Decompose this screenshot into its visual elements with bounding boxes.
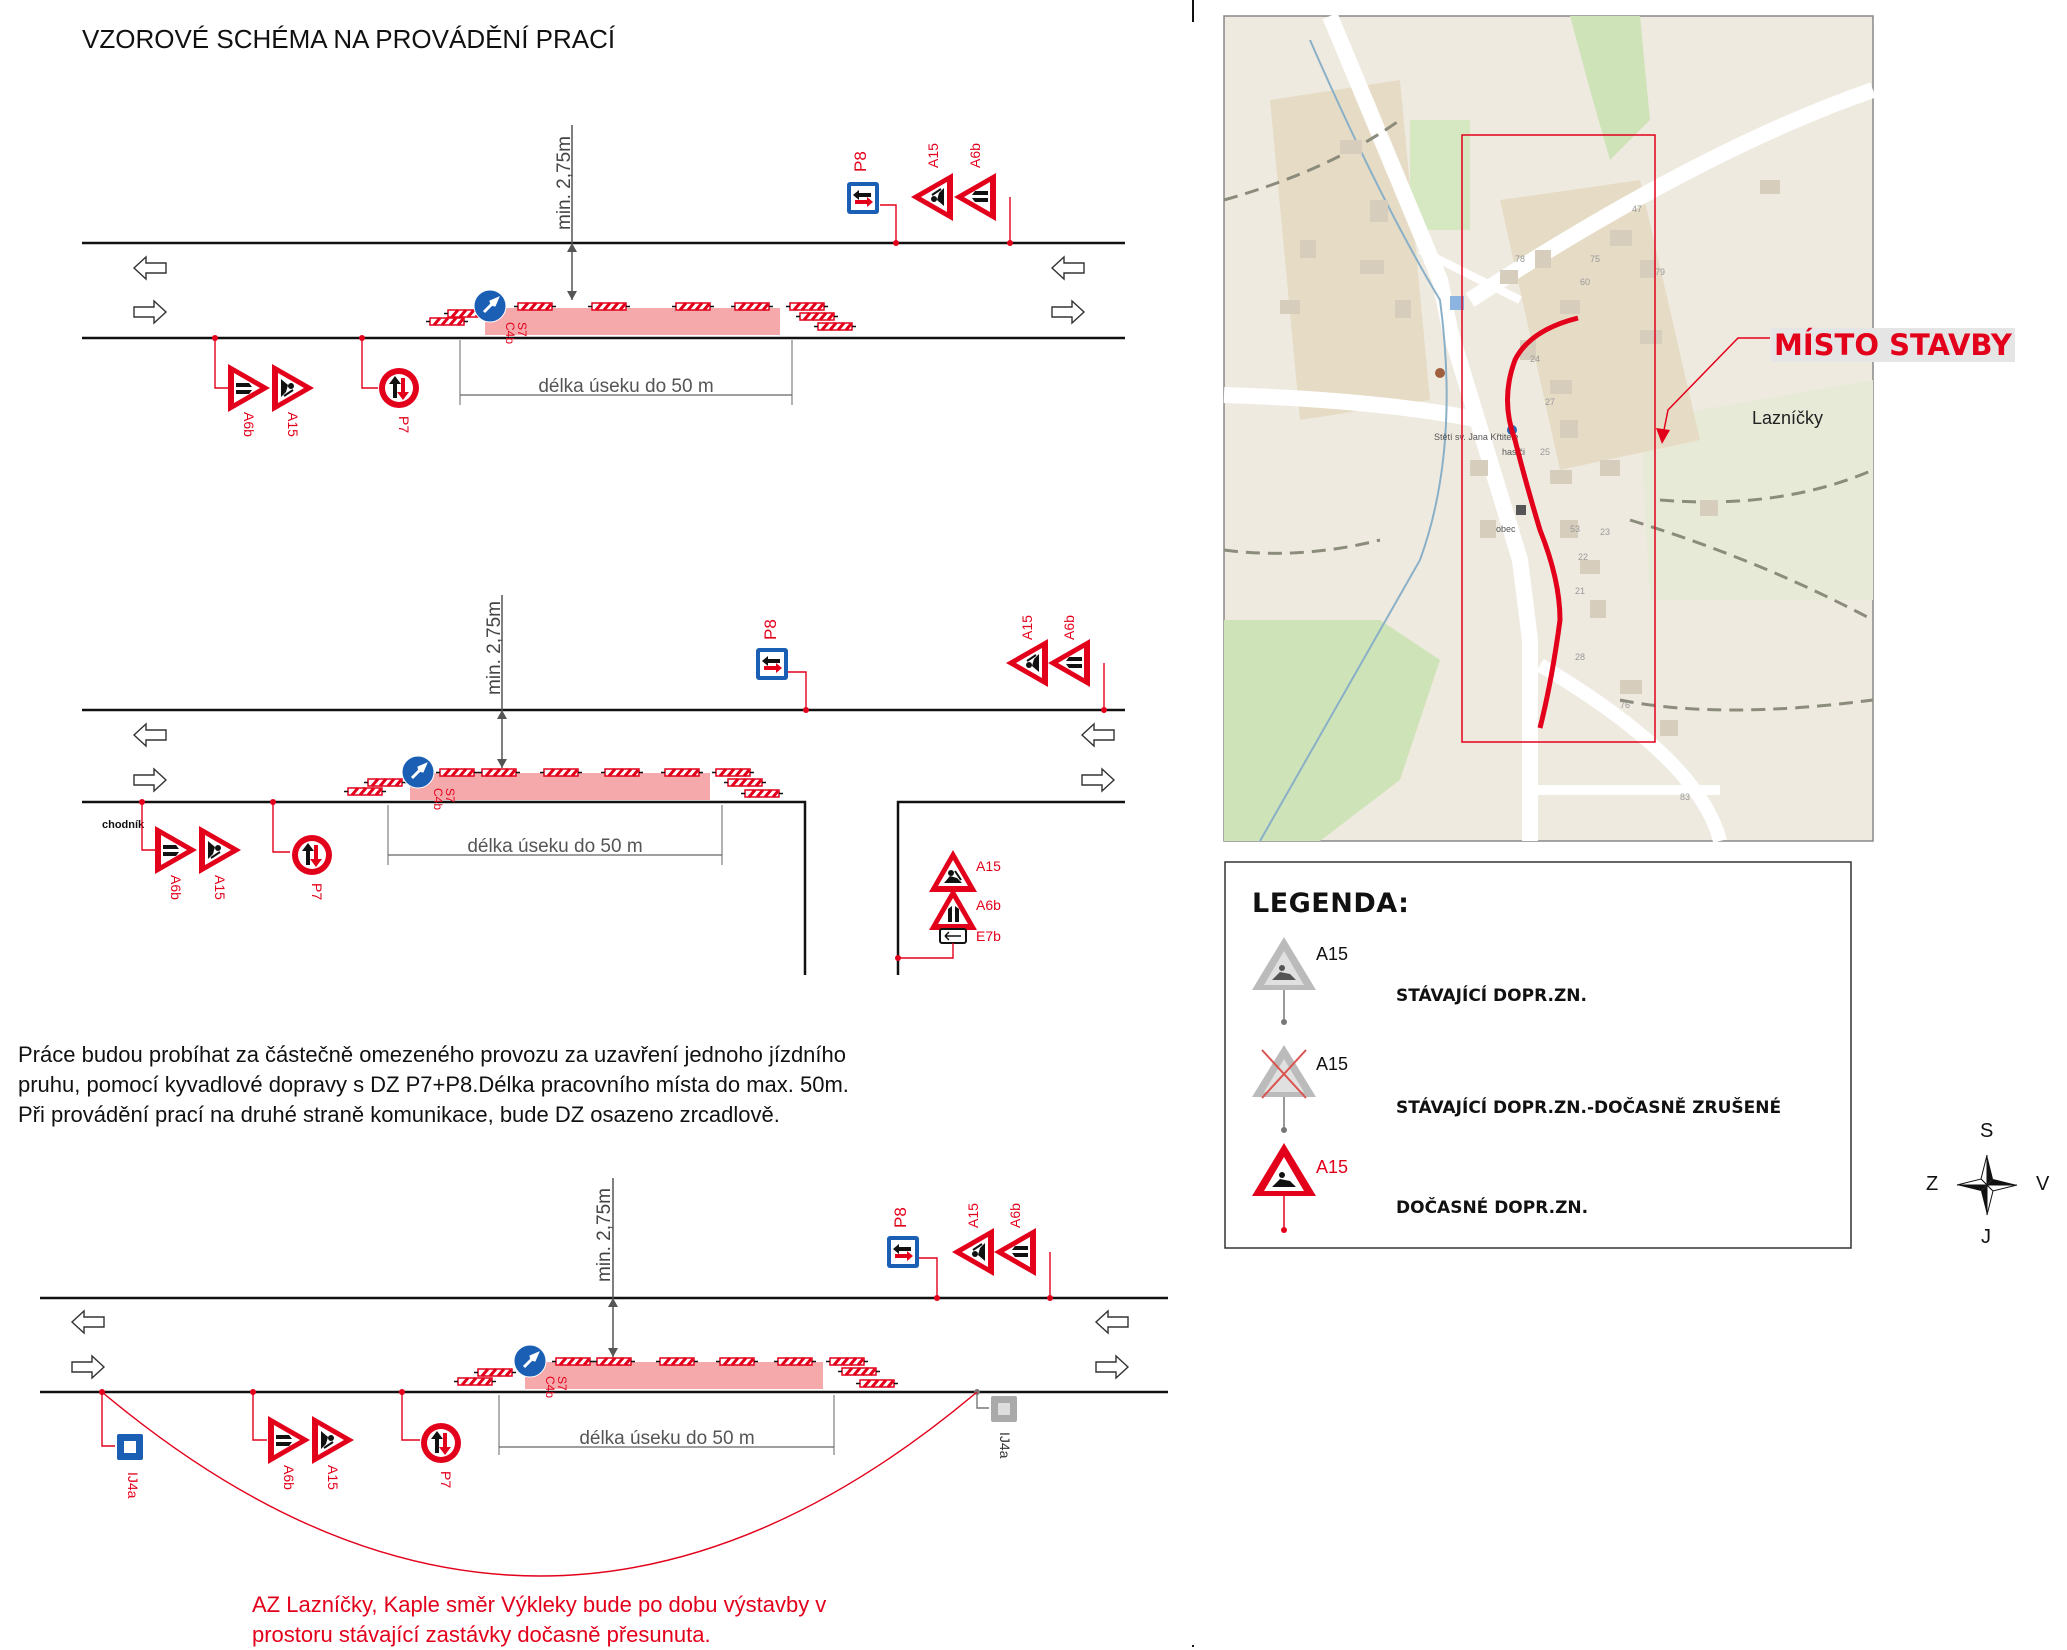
p7-label: P7	[309, 883, 325, 901]
section-length-label: délka úseku do 50 m	[467, 836, 643, 857]
legend-code: A15	[1316, 1054, 1349, 1074]
a15-label: A15	[976, 858, 1001, 874]
p7-label: P7	[438, 1471, 454, 1489]
legend-code: A15	[1316, 1157, 1349, 1177]
note-line: AZ Lazníčky, Kaple směr Výkleky bude po dobu výstavby v	[252, 1592, 827, 1617]
house-number: 25	[1540, 447, 1551, 457]
compass-west: Z	[1926, 1173, 1939, 1195]
s7-label: S7	[515, 322, 529, 337]
legend-label: STÁVAJÍCÍ DOPR.ZN.-DOČASNĚ ZRUŠENÉ	[1396, 1098, 1782, 1118]
house-number: 24	[1530, 354, 1541, 364]
scheme-3	[40, 1178, 1168, 1576]
p8-label: P8	[761, 619, 780, 640]
ij4a-label: IJ4a	[125, 1472, 141, 1499]
c4b-label: C4b	[431, 788, 445, 811]
compass-east: V	[2036, 1173, 2050, 1195]
a6b-label: A6b	[281, 1465, 297, 1490]
scheme-1	[82, 125, 1125, 437]
site-label: MÍSTO STAVBY	[1771, 328, 2015, 362]
office-icon	[1516, 505, 1526, 515]
a6b-label: A6b	[1061, 615, 1077, 640]
house-number: 79	[1655, 267, 1666, 277]
paragraph-line: Při provádění prací na druhé straně komunikace, bude DZ osazeno zrcadlově.	[18, 1102, 780, 1127]
paragraph-line: Práce budou probíhat za částečně omezeného provozu za uzavření jednoho jízdního	[18, 1042, 846, 1067]
min-width-label: min. 2,75m	[484, 601, 505, 695]
p7-label: P7	[396, 416, 412, 434]
poi-office-label: obec	[1496, 524, 1516, 534]
a15-label: A15	[325, 1465, 341, 1490]
scheme-2	[82, 595, 1125, 975]
house-number: 78	[1515, 254, 1526, 264]
sidewalk-label: chodník	[102, 819, 145, 831]
house-number: 28	[1575, 652, 1586, 662]
legend-label: DOČASNÉ DOPR.ZN.	[1396, 1198, 1589, 1218]
ij4a-label: IJ4a	[997, 1432, 1013, 1459]
compass-icon	[1957, 1155, 2017, 1215]
legend-label: STÁVAJÍCÍ DOPR.ZN.	[1396, 986, 1587, 1006]
work-description	[18, 1040, 1018, 1130]
section-length-label: délka úseku do 50 m	[538, 376, 714, 397]
page-title: VZOROVÉ SCHÉMA NA PROVÁDĚNÍ PRACÍ	[82, 24, 616, 54]
house-number: 75	[1590, 254, 1601, 264]
house-number: 83	[1680, 792, 1691, 802]
house-number: 53	[1570, 524, 1581, 534]
compass-south: J	[1981, 1226, 1991, 1248]
s7-label: S7	[555, 1376, 569, 1391]
house-number: 21	[1575, 586, 1586, 596]
poi-firefighters-label: hasiči	[1502, 447, 1526, 457]
legend-code: A15	[1316, 944, 1349, 964]
a6b-label: A6b	[976, 897, 1001, 913]
section-length-label: délka úseku do 50 m	[579, 1428, 755, 1449]
village-label: Lazníčky	[1752, 408, 1824, 428]
p8-label: P8	[891, 1207, 910, 1228]
a15-label: A15	[212, 875, 228, 900]
house-number: 60	[1580, 277, 1591, 287]
house-number: 27	[1545, 397, 1556, 407]
a6b-label: A6b	[241, 412, 257, 437]
bus-stop-note	[252, 1590, 826, 1650]
house-number: 23	[1600, 527, 1611, 537]
bus-stop-move-arc	[102, 1392, 977, 1576]
house-number: 47	[1632, 204, 1643, 214]
c4b-label: C4b	[503, 322, 517, 345]
min-width-label: min. 2,75m	[594, 1188, 615, 1282]
a6b-label: A6b	[967, 143, 983, 168]
p8-label: P8	[851, 151, 870, 172]
house-number: 76	[1620, 700, 1631, 710]
s7-label: S7	[443, 788, 457, 803]
poi-church-label: Stětí sv. Jana Křtitele	[1434, 432, 1519, 442]
min-width-label: min. 2,75m	[554, 136, 575, 230]
a15-label: A15	[285, 412, 301, 437]
house-number: 22	[1578, 552, 1589, 562]
c4b-label: C4b	[543, 1376, 557, 1399]
e7b-label: E7b	[976, 928, 1001, 944]
compass-north: S	[1980, 1120, 1994, 1142]
a15-label: A15	[1019, 615, 1035, 640]
church-icon	[1435, 368, 1445, 378]
a6b-label: A6b	[1007, 1203, 1023, 1228]
a15-label: A15	[965, 1203, 981, 1228]
legend-title: LEGENDA:	[1252, 888, 1410, 919]
a6b-label: A6b	[168, 875, 184, 900]
paragraph-line: pruhu, pomocí kyvadlové dopravy s DZ P7+P8.Délka pracovního místa do max. 50m.	[18, 1072, 849, 1097]
note-line: prostoru stávající zastávky dočasně přesunuta.	[252, 1622, 711, 1647]
a15-label: A15	[925, 143, 941, 168]
